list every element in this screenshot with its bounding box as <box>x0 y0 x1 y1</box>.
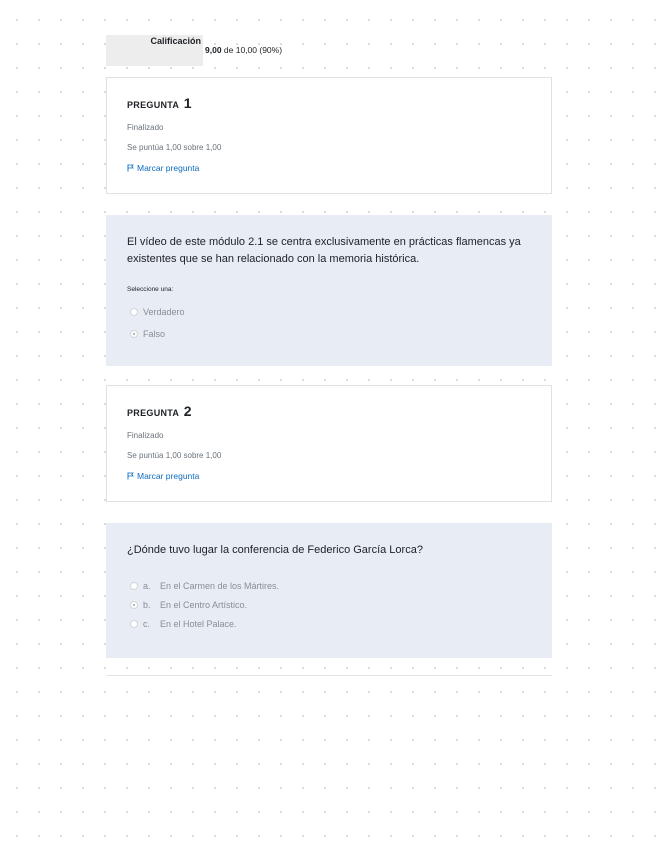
grade-total: de 10,00 (90%) <box>221 45 283 55</box>
grade-score: 9,00 <box>205 45 222 55</box>
flag-question-link[interactable] <box>127 471 199 481</box>
radio-icon[interactable] <box>130 620 138 628</box>
radio-icon[interactable] <box>130 601 138 609</box>
answer-option[interactable] <box>130 307 185 317</box>
answer-option[interactable] <box>130 581 279 591</box>
question-heading <box>127 403 192 419</box>
question-heading-label: PREGUNTA <box>127 408 179 418</box>
answer-option-label: Verdadero <box>143 307 185 317</box>
answer-option-label: Falso <box>143 329 166 339</box>
radio-icon[interactable] <box>130 582 138 590</box>
answer-option-letter: b. <box>143 600 151 610</box>
answer-option-label: En el Hotel Palace. <box>160 619 237 629</box>
answer-option-letter: c. <box>143 619 151 629</box>
flag-question-label: Marcar pregunta <box>137 163 200 173</box>
flag-icon <box>127 164 134 172</box>
question-grade: Se puntúa 1,00 sobre 1,00 <box>127 451 222 460</box>
answer-option-label: En el Centro Artístico. <box>160 600 248 610</box>
radio-icon[interactable] <box>130 330 138 338</box>
question-text: El vídeo de este módulo 2.1 se centra exclusivamente en prácticas flamencas ya existentes que se han relacionado con la memoria histórica. <box>127 236 521 265</box>
answer-option[interactable] <box>130 600 247 610</box>
question-number: 2 <box>183 403 192 419</box>
question-info-card-1 <box>106 77 552 194</box>
question-heading <box>127 95 192 111</box>
question-status: Finalizado <box>127 123 164 132</box>
radio-icon[interactable] <box>130 308 138 316</box>
answer-option-label: En el Carmen de los Mártires. <box>160 581 280 591</box>
question-grade: Se puntúa 1,00 sobre 1,00 <box>127 143 222 152</box>
answer-option[interactable] <box>130 329 165 339</box>
flag-question-label: Marcar pregunta <box>137 471 200 481</box>
question-heading-label: PREGUNTA <box>127 100 179 110</box>
question-text: ¿Dónde tuvo lugar la conferencia de Federico García Lorca? <box>127 544 423 556</box>
grade-summary <box>106 35 552 66</box>
divider <box>106 675 552 676</box>
grade-label: Calificación <box>106 35 203 66</box>
question-content-1 <box>106 215 552 366</box>
answer-option[interactable] <box>130 619 237 629</box>
flag-icon <box>127 472 134 480</box>
question-content-2 <box>106 523 552 658</box>
answer-option-letter: a. <box>143 581 151 591</box>
question-number: 1 <box>183 95 192 111</box>
grade-value <box>205 45 282 55</box>
flag-question-link[interactable] <box>127 163 199 173</box>
question-status: Finalizado <box>127 431 164 440</box>
question-info-card-2 <box>106 385 552 502</box>
answer-prompt: Seleccione una: <box>127 286 174 293</box>
